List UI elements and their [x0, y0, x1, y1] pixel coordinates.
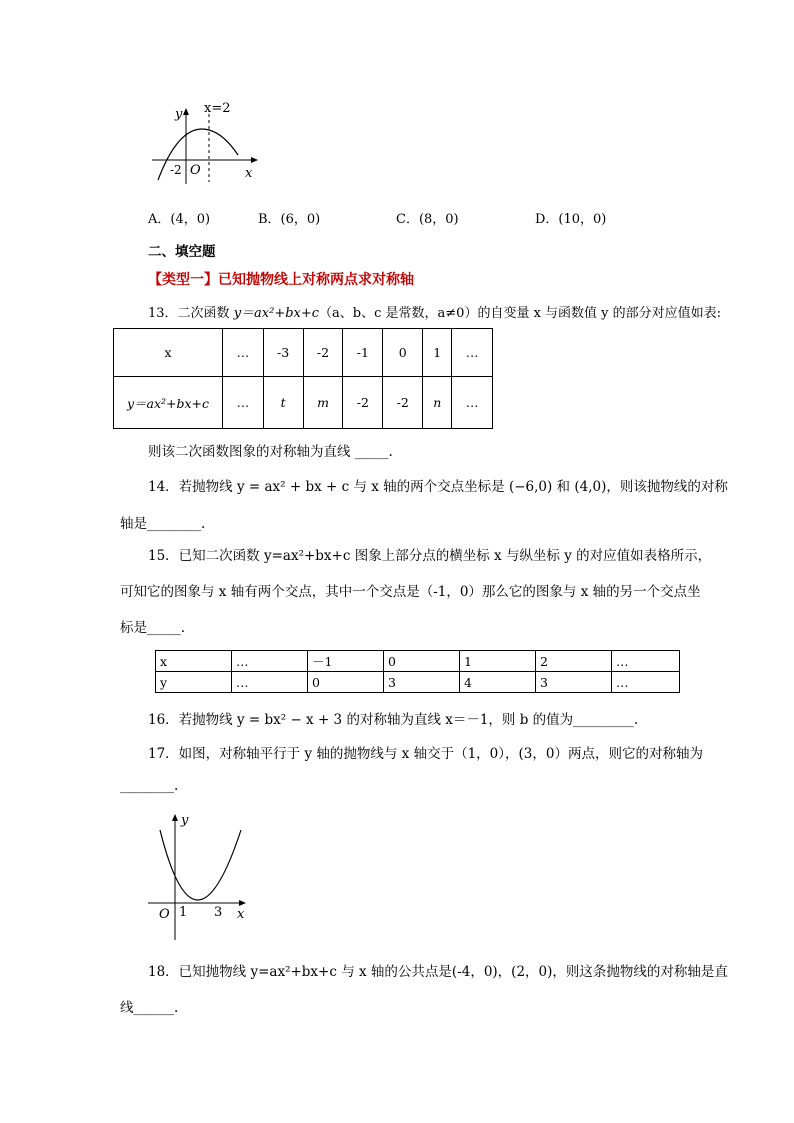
tick-3: 3	[214, 905, 223, 920]
q18-line2: 线______.	[120, 1000, 179, 1016]
parabola-graph-2	[145, 810, 255, 945]
neg-tick: -2	[170, 163, 182, 177]
tick-1: 1	[179, 905, 188, 920]
q18-line1: 18．已知抛物线 y=ax²+bx+c 与 x 轴的公共点是(-4，0)，(2，0)，则这条抛物线的对称轴是直	[148, 964, 728, 980]
q14-line1: 14．若抛物线 y = ax² + bx + c 与 x 轴的两个交点坐标是 (−6,0) 和 (4,0)，则该抛物线的对称	[148, 479, 728, 495]
q17-line1: 17．如图，对称轴平行于 y 轴的抛物线与 x 轴交于（1，0），(3，0）两点，则它的对称轴为	[148, 746, 703, 762]
q14-line2: 轴是________.	[120, 516, 206, 532]
q15-line3: 标是_____.	[120, 620, 186, 636]
q13-tail: 则该二次函数图象的对称轴为直线 _____.	[148, 444, 393, 460]
option-b[interactable]: B．(6，0)	[258, 212, 321, 227]
y-arrow	[172, 814, 178, 821]
section-title: 二、填空题	[148, 244, 216, 260]
x-label: x	[245, 166, 253, 181]
type-title: 【类型一】已知抛物线上对称两点求对称轴	[148, 272, 414, 288]
x-arrow	[251, 157, 258, 163]
q15-table: x … －1 0 1 2 … y … 0 3 4 3 …	[155, 650, 680, 693]
q17-line2: ________.	[120, 778, 179, 794]
origin-label: O	[159, 907, 170, 922]
option-d[interactable]: D．(10，0)	[535, 212, 607, 227]
y-label: y	[181, 813, 189, 828]
q15-line1: 15．已知二次函数 y=ax²+bx+c 图象上部分点的横坐标 x 与纵坐标 y 的对应值如表格所示，	[148, 548, 712, 564]
y-arrow	[183, 108, 189, 115]
q15-line2: 可知它的图象与 x 轴有两个交点，其中一个交点是（-1，0）那么它的图象与 x 轴的另一个交点坐	[120, 584, 701, 600]
y-label: y	[175, 107, 183, 122]
axis-label: x=2	[204, 101, 231, 116]
x-arrow	[239, 900, 246, 906]
origin-label: O	[190, 163, 201, 178]
parabola-graph-1	[148, 100, 263, 185]
q16-text: 16．若抛物线 y = bx² − x + 3 的对称轴为直线 x＝－1，则 b 的值为_________.	[148, 712, 639, 728]
parabola-curve	[160, 830, 241, 900]
option-a[interactable]: A．(4，0)	[148, 212, 211, 227]
q13-table: x … -3 -2 -1 0 1 … y＝ax²+bx+c … t m -2 -2 n …	[113, 328, 493, 429]
x-label: x	[237, 907, 245, 922]
option-c[interactable]: C．(8，0)	[396, 212, 459, 227]
q13-text: 13．二次函数 y＝ax²+bx+c（a、b、c 是常数，a≠0）的自变量 x 与函数值 y 的部分对应值如表:	[148, 306, 722, 321]
